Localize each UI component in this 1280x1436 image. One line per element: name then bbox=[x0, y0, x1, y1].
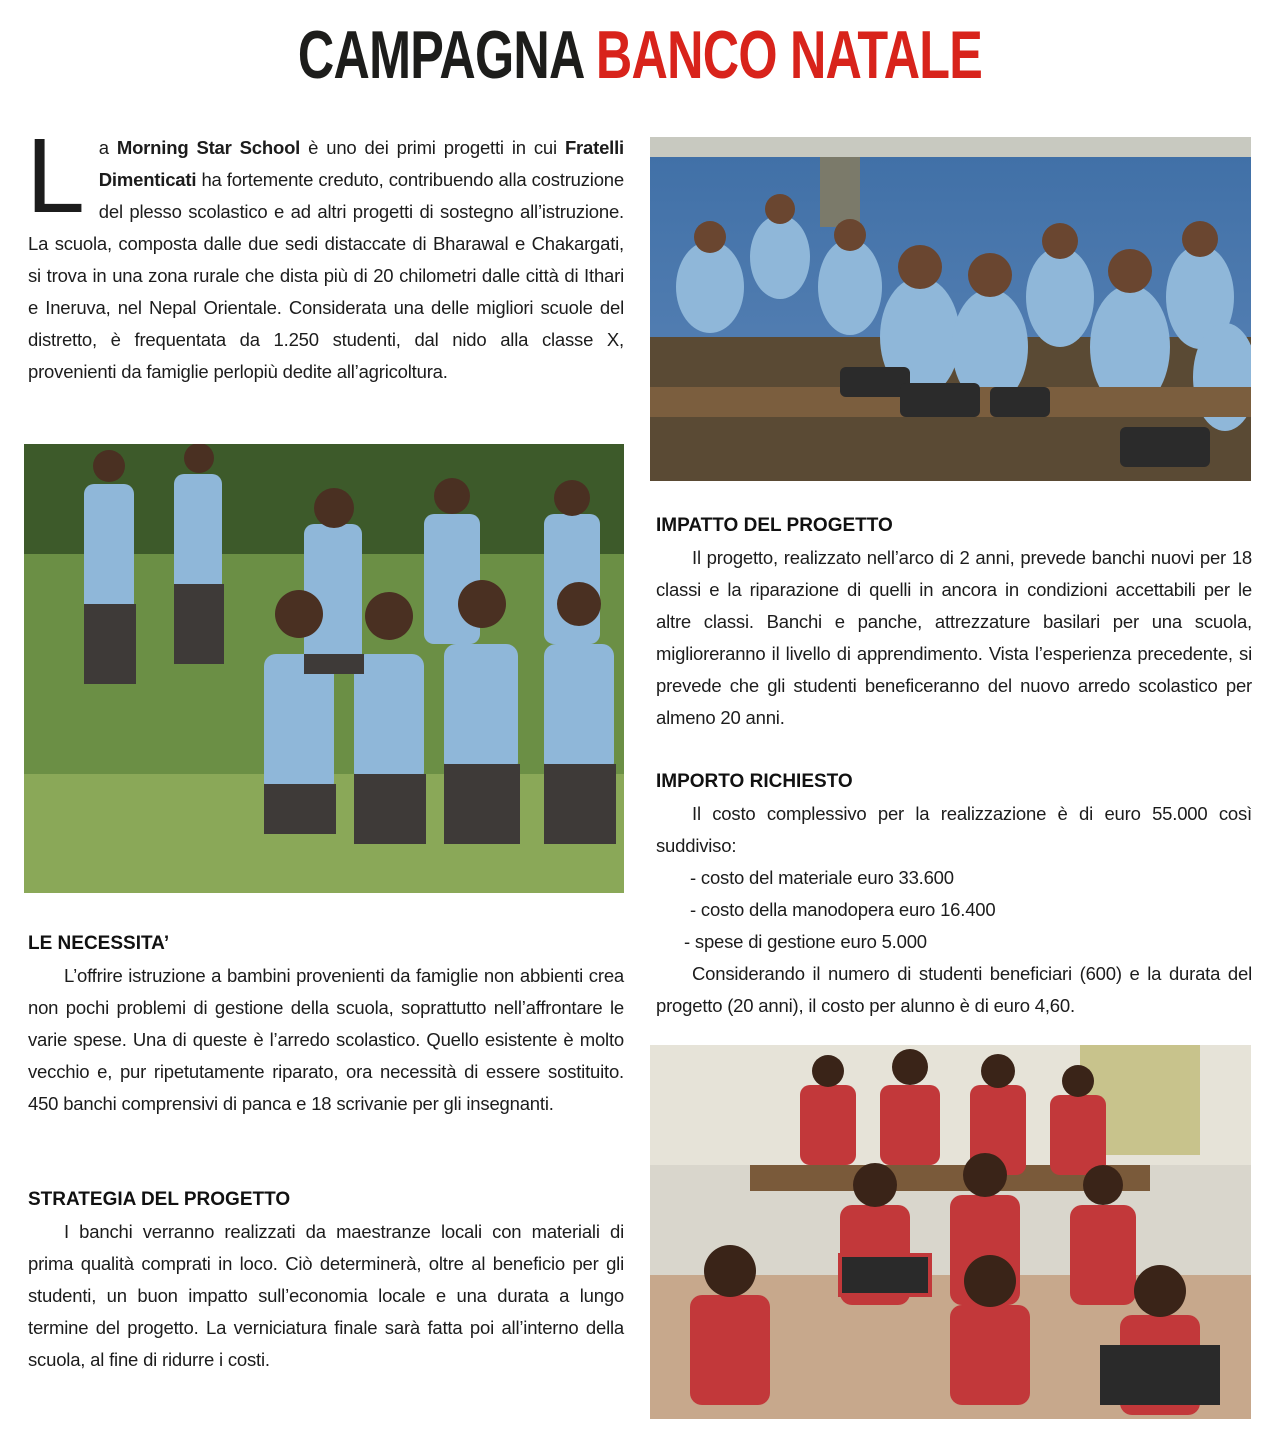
org-name: Fratelli Dimenticati bbox=[98, 137, 624, 190]
strategia-section bbox=[28, 1184, 624, 1376]
impatto-section bbox=[656, 510, 1252, 734]
page-title bbox=[166, 14, 1113, 96]
drop-cap: L bbox=[26, 117, 85, 235]
strategia-heading: STRATEGIA DEL PROGETTO bbox=[28, 1189, 291, 1210]
necessita-section bbox=[28, 928, 624, 1120]
strategia-body: I banchi verranno realizzati da maestranze locali con materiali di prima qualità comprati in loco. Ciò determinerà, oltre al beneficio per gli studenti, un buon impatto sull’economia locale e una durata a lungo termine del progetto. La verniciatura finale sarà fatta poi all’interno della scuola, al fine di ridurre i costi. bbox=[28, 1221, 624, 1370]
cost-item-gestione: - spese di gestione euro 5.000 bbox=[684, 931, 927, 952]
necessita-body: L’offrire istruzione a bambini provenienti da famiglie non abbienti crea non pochi problemi di gestione della scuola, soprattutto nell’affrontare le varie spese. Una di queste è l’arredo scolastico. Quello esistente è molto vecchio e, pur ripetutamente riparato, ora necessità di essere sostituito. 450 banchi comprensivi di panca e 18 scrivanie per gli insegnanti. bbox=[28, 965, 624, 1114]
intro-mid: è uno dei primi progetti in cui bbox=[300, 137, 565, 158]
impatto-heading: IMPATTO DEL PROGETTO bbox=[656, 515, 893, 536]
title-part-banco-natale: BANCO NATALE bbox=[595, 17, 983, 93]
intro-rest: ha fortemente creduto, contribuendo alla costruzione del plesso scolastico e ad altri progetti di sostegno all’istruzione. La scuola, composta dalle due sedi distaccate di Bharawal e Chakargati, si trova in una zona rurale che dista più di 20 chilometri dalle città di Ithari e Ineruva, nel Nepal Orientale. Considerata una delle migliori scuole del distretto, è frequentata da 1.250 studenti, dal nido alla classe X, provenienti da famiglie perlopiù dedite all’agricoltura. bbox=[28, 169, 624, 382]
children-photo bbox=[650, 1045, 1251, 1419]
classroom-photo-graphic bbox=[650, 137, 1251, 481]
intro-lead: a bbox=[98, 137, 117, 158]
cost-item-materiale: - costo del materiale euro 33.600 bbox=[690, 867, 954, 888]
classroom-photo bbox=[650, 137, 1251, 481]
school-name: Morning Star School bbox=[116, 137, 301, 158]
intro-text bbox=[26, 117, 624, 388]
impatto-body: Il progetto, realizzato nell’arco di 2 anni, prevede banchi nuovi per 18 classi e la riparazione di quelli in ancora in condizioni accettabili per le altre classi. Banchi e panche, attrezzature basilari per una scuola, miglioreranno il livello di apprendimento. Vista l’esperienza precedente, si prevede che gli studenti beneficeranno del nuovo arredo scolastico per almeno 20 anni. bbox=[656, 547, 1252, 728]
children-photo-graphic bbox=[650, 1045, 1251, 1419]
importo-intro: Il costo complessivo per la realizzazione è di euro 55.000 così suddiviso: bbox=[656, 803, 1252, 856]
cost-item-manodopera: - costo della manodopera euro 16.400 bbox=[690, 899, 996, 920]
importo-section bbox=[656, 766, 1252, 1022]
intro-paragraph bbox=[26, 117, 624, 388]
importo-conclusion: Considerando il numero di studenti beneficiari (600) e la durata del progetto (20 anni), il costo per alunno è di euro 4,60. bbox=[656, 963, 1252, 1016]
assembly-photo-graphic bbox=[24, 444, 624, 893]
assembly-photo bbox=[24, 444, 624, 893]
importo-heading: IMPORTO RICHIESTO bbox=[656, 771, 853, 792]
title-part-campagna: CAMPAGNA bbox=[297, 17, 583, 93]
necessita-heading: LE NECESSITA’ bbox=[28, 933, 170, 954]
